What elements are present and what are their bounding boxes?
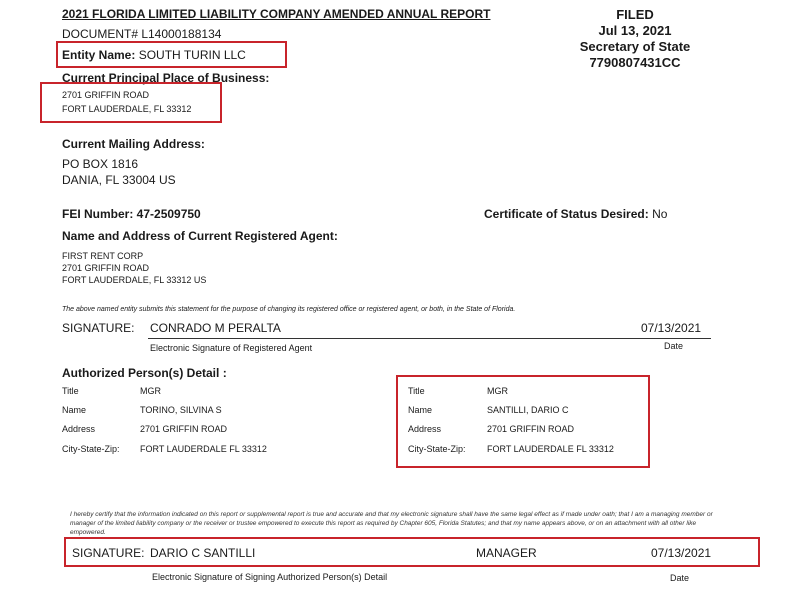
person1-name: TORINO, SILVINA S: [140, 405, 222, 415]
person2-title-label: Title: [408, 386, 425, 396]
person2-name-label: Name: [408, 405, 433, 415]
certificate-status-label: Certificate of Status Desired:: [484, 207, 649, 221]
mailing-heading: Current Mailing Address:: [62, 137, 205, 151]
agent-date-caption: Date: [664, 341, 684, 351]
authorized-date-caption: Date: [670, 573, 690, 583]
person1-title-label: Title: [62, 386, 79, 396]
person1-csz: FORT LAUDERDALE FL 33312: [140, 444, 267, 454]
person1-name-label: Name: [62, 405, 87, 415]
filed-date: Jul 13, 2021: [598, 23, 672, 38]
entity-name-label: Entity Name:: [62, 48, 136, 62]
registered-agent-line3: FORT LAUDERDALE, FL 33312 US: [62, 275, 207, 285]
person1-csz-label: City-State-Zip:: [62, 444, 120, 454]
filed-office: Secretary of State: [579, 39, 691, 54]
agent-signature-line: [148, 338, 711, 339]
agent-signature-date: 07/13/2021: [641, 321, 702, 335]
agent-signature-label: SIGNATURE:: [62, 321, 135, 335]
agent-signature-caption: Electronic Signature of Registered Agent: [150, 343, 313, 353]
authorized-heading: Authorized Person(s) Detail :: [62, 366, 227, 380]
certificate-status: [484, 207, 667, 221]
agent-signature-name: CONRADO M PERALTA: [150, 321, 281, 335]
registered-agent-line2: 2701 GRIFFIN ROAD: [62, 263, 150, 273]
authorized-signature-name: DARIO C SANTILLI: [150, 546, 256, 560]
person2-name: SANTILLI, DARIO C: [487, 405, 569, 415]
person1-title: MGR: [140, 386, 161, 396]
principal-place-heading: Current Principal Place of Business:: [62, 71, 270, 85]
agent-statement: The above named entity submits this statement for the purpose of changing its registered office or registered agent, or both, in the State of Florida.: [62, 306, 516, 313]
report-title: 2021 FLORIDA LIMITED LIABILITY COMPANY AMENDED ANNUAL REPORT: [62, 7, 491, 21]
filed-status: FILED: [616, 7, 654, 22]
person2-csz: FORT LAUDERDALE FL 33312: [487, 444, 614, 454]
person2-highlight-box: [396, 375, 650, 468]
person1-address: 2701 GRIFFIN ROAD: [140, 424, 228, 434]
filed-stamp: [550, 7, 720, 71]
filed-number: 7790807431CC: [589, 55, 681, 70]
person2-address: 2701 GRIFFIN ROAD: [487, 424, 575, 434]
principal-address-line2: FORT LAUDERDALE, FL 33312: [62, 104, 192, 114]
mailing-address-line2: DANIA, FL 33004 US: [62, 173, 176, 187]
person2-address-label: Address: [408, 424, 442, 434]
registered-agent-line1: FIRST RENT CORP: [62, 251, 144, 261]
certificate-status-value: No: [652, 207, 668, 221]
principal-address-line1: 2701 GRIFFIN ROAD: [62, 90, 150, 100]
certification-text: I hereby certify that the information indicated on this report or supplemental report is true and accurate and that my electronic signature shall have the same legal effect as if made under oath; that I am a managing member or manager of the limited liability company or the receiver or trustee empowered to execute this report as required by Chapter 605, Florida Statutes; and that my name appears above, or on an attachment with all other like empowered.: [70, 511, 713, 536]
registered-agent-heading: Name and Address of Current Registered Agent:: [62, 229, 338, 243]
authorized-signature-caption: Electronic Signature of Signing Authorized Person(s) Detail: [152, 572, 388, 582]
person1-address-label: Address: [62, 424, 96, 434]
person2-title: MGR: [487, 386, 508, 396]
authorized-signature-date: 07/13/2021: [651, 546, 712, 560]
authorized-signature-label: SIGNATURE:: [72, 546, 145, 560]
authorized-signature-role: MANAGER: [476, 546, 537, 560]
document-number: DOCUMENT# L14000188134: [62, 27, 222, 41]
entity-name-value: SOUTH TURIN LLC: [138, 48, 246, 62]
person2-csz-label: City-State-Zip:: [408, 444, 466, 454]
fei-number: FEI Number: 47-2509750: [62, 207, 201, 221]
principal-address-highlight-box: [40, 82, 222, 123]
mailing-address-line1: PO BOX 1816: [62, 157, 139, 171]
entity-name-row: [62, 48, 246, 62]
